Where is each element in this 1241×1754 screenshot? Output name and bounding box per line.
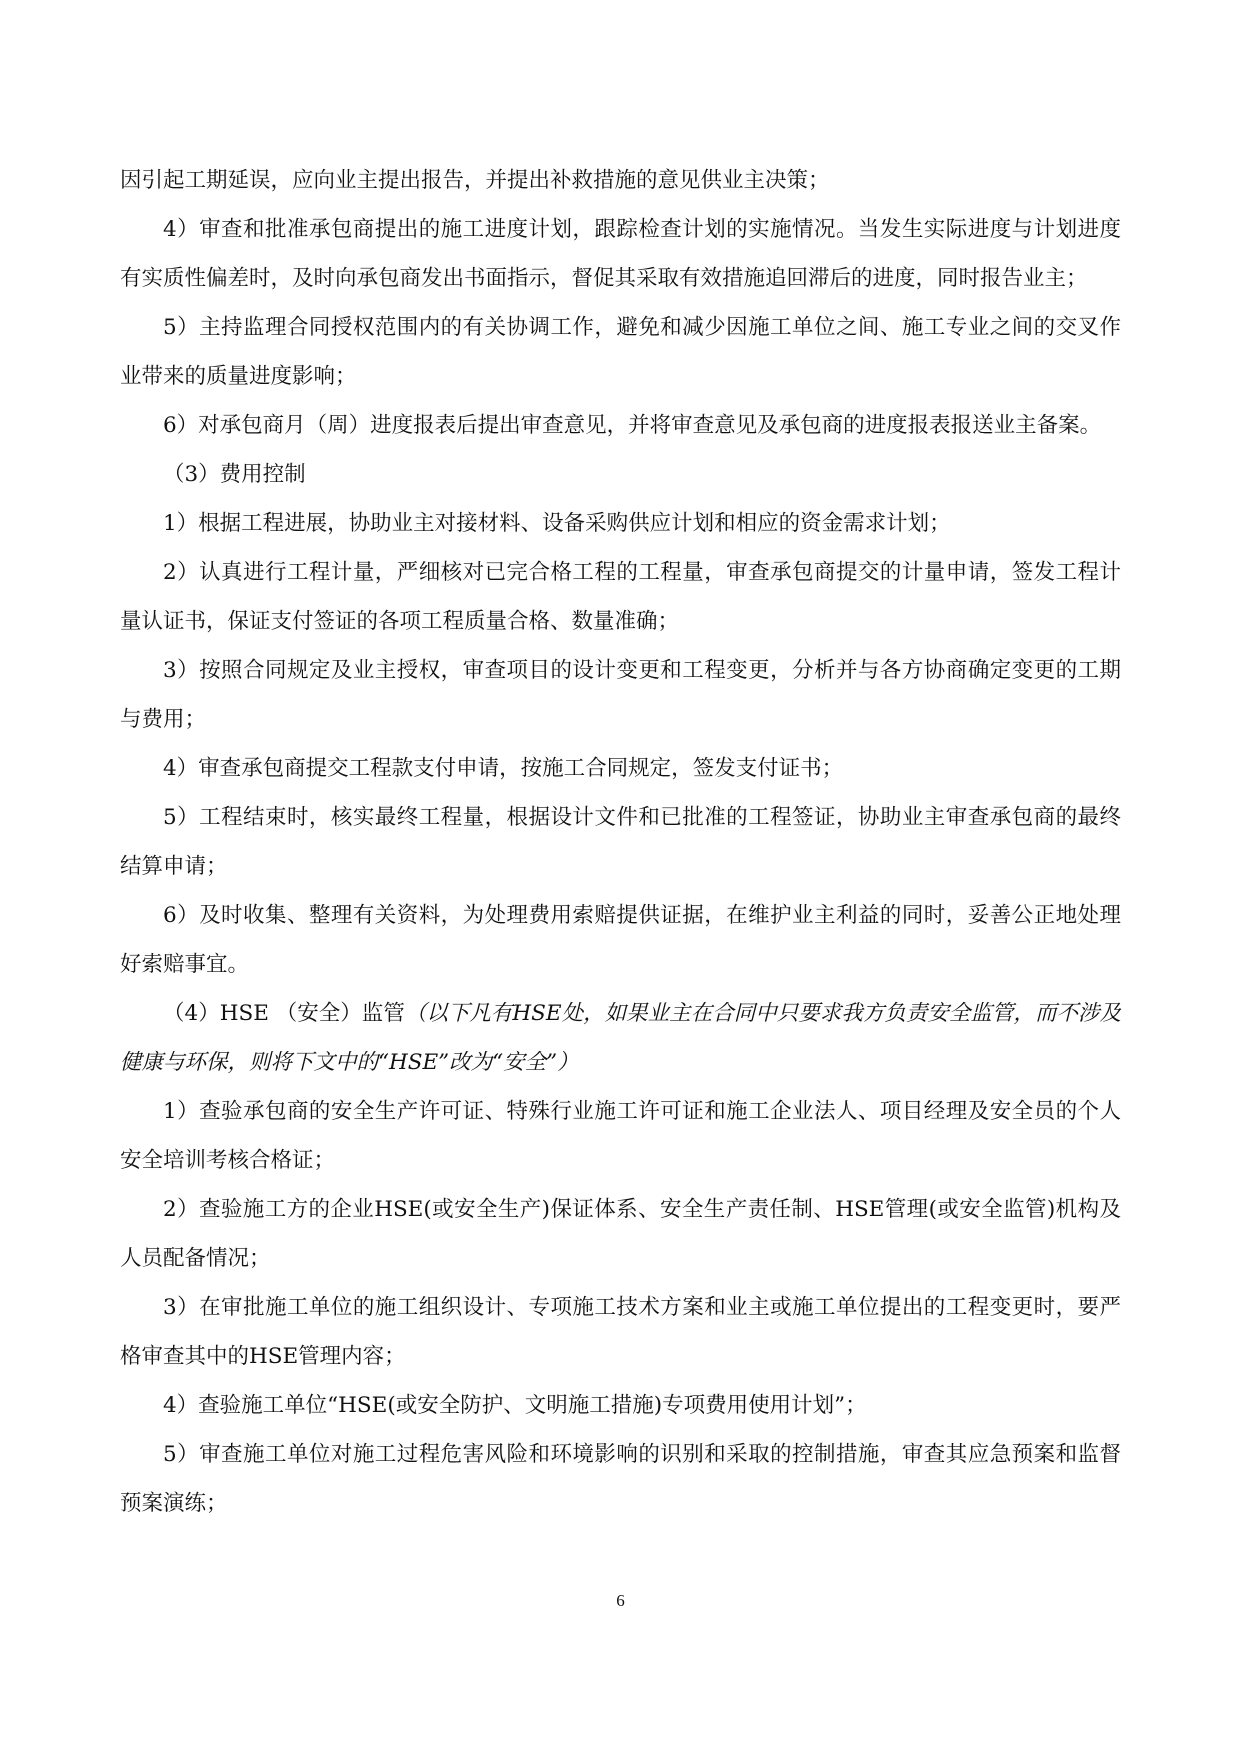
paragraph: 1）查验承包商的安全生产许可证、特殊行业施工许可证和施工企业法人、项目经理及安全员的个人安全培训考核合格证； bbox=[120, 1099, 1121, 1173]
paragraph: 5）审查施工单位对施工过程危害风险和环境影响的识别和采取的控制措施，审查其应急预案和监督预案演练； bbox=[120, 1442, 1121, 1516]
paragraph: 5）工程结束时，核实最终工程量，根据设计文件和已批准的工程签证，协助业主审查承包商的最终结算申请； bbox=[120, 805, 1121, 879]
paragraph: 2）认真进行工程计量，严细核对已完合格工程的工程量，审查承包商提交的计量申请，签发工程计量认证书，保证支付签证的各项工程质量合格、数量准确； bbox=[120, 560, 1121, 634]
hse-heading-note: （以下凡有HSE处，如果业主在合同中只要求我方负责安全监管，而不涉及健康与环保，则将下文中的“HSE”改为“安全”） bbox=[120, 1001, 1121, 1075]
document-body bbox=[120, 156, 1121, 1528]
paragraph: 6）对承包商月（周）进度报表后提出审查意见，并将审查意见及承包商的进度报表报送业主备案。 bbox=[163, 413, 1102, 438]
paragraph: 2）查验施工方的企业HSE(或安全生产)保证体系、安全生产责任制、HSE管理(或安全监管)机构及人员配备情况； bbox=[120, 1197, 1121, 1271]
page-number: 6 bbox=[616, 1591, 625, 1610]
paragraph: 4）查验施工单位“HSE(或安全防护、文明施工措施)专项费用使用计划”； bbox=[163, 1393, 867, 1418]
hse-heading-text: （4）HSE （安全）监管 bbox=[163, 1001, 405, 1026]
paragraph: 3）按照合同规定及业主授权，审查项目的设计变更和工程变更，分析并与各方协商确定变更的工期与费用； bbox=[120, 658, 1121, 732]
paragraph: 5）主持监理合同授权范围内的有关协调工作，避免和减少因施工单位之间、施工专业之间的交叉作业带来的质量进度影响； bbox=[120, 315, 1121, 389]
section-heading-hse bbox=[120, 989, 1121, 1087]
paragraph: 3）在审批施工单位的施工组织设计、专项施工技术方案和业主或施工单位提出的工程变更时，要严格审查其中的HSE管理内容； bbox=[120, 1295, 1121, 1369]
paragraph: 4）审查和批准承包商提出的施工进度计划，跟踪检查计划的实施情况。当发生实际进度与计划进度有实质性偏差时，及时向承包商发出书面指示，督促其采取有效措施追回滞后的进度，同时报告业主； bbox=[120, 217, 1121, 291]
section-heading-cost-control: （3）费用控制 bbox=[163, 462, 306, 487]
paragraph: 4）审查承包商提交工程款支付申请，按施工合同规定，签发支付证书； bbox=[163, 756, 844, 781]
paragraph: 因引起工期延误，应向业主提出报告，并提出补救措施的意见供业主决策； bbox=[120, 168, 830, 193]
paragraph: 6）及时收集、整理有关资料，为处理费用索赔提供证据，在维护业主利益的同时，妥善公正地处理好索赔事宜。 bbox=[120, 903, 1121, 977]
paragraph: 1）根据工程进展，协助业主对接材料、设备采购供应计划和相应的资金需求计划； bbox=[163, 511, 951, 536]
